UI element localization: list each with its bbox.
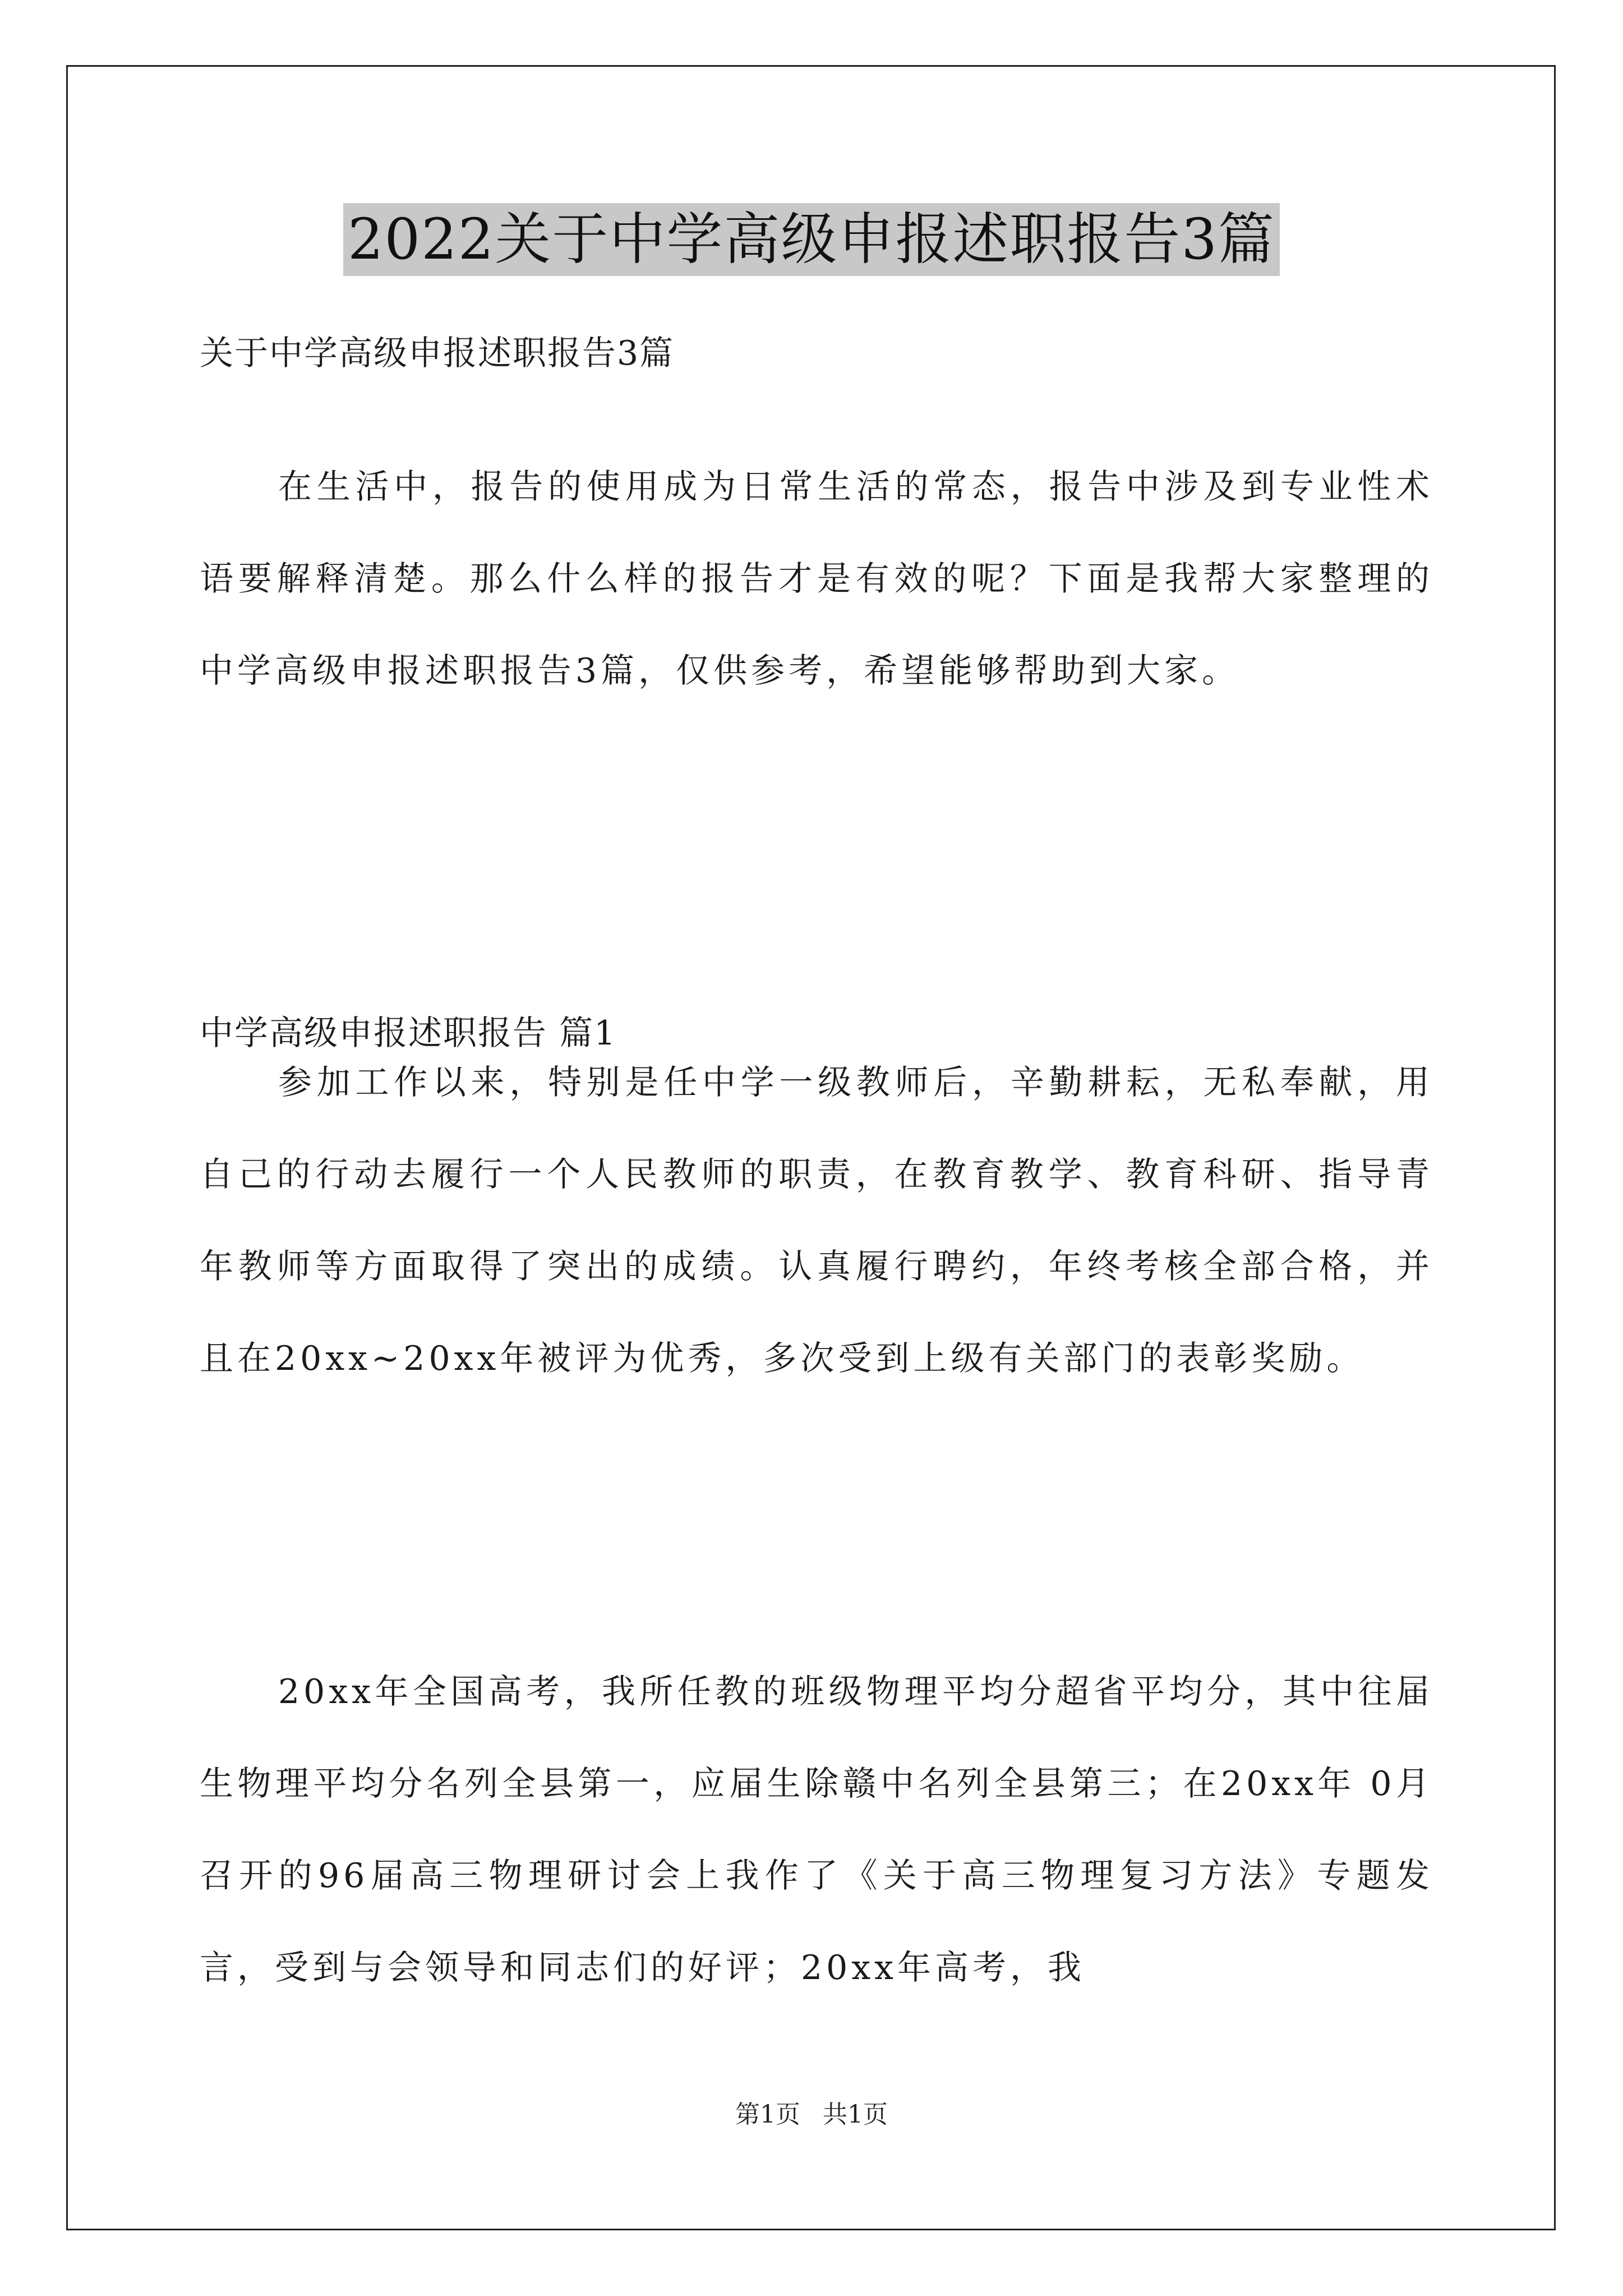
page-footer — [0, 2098, 1623, 2132]
intro-paragraph: 在生活中，报告的使用成为日常生活的常态，报告中涉及到专业性术语要解释清楚。那么什么样的报告才是有效的呢？下面是我帮大家整理的中学高级申报述职报告3篇，仅供参考，希望能够帮助到大家。 — [200, 467, 1433, 691]
body-paragraph-1: 参加工作以来，特别是任中学一级教师后，辛勤耕耘，无私奉献，用自己的行动去履行一个人民教师的职责，在教育教学、教育科研、指导青年教师等方面取得了突出的成绩。认真履行聘约，年终考核全部合格，并且在20xx~20xx年被评为优秀，多次受到上级有关部门的表彰奖励。 — [200, 1063, 1433, 1378]
page-number: 第1页 — [735, 2100, 800, 2129]
section-heading: 中学高级申报述职报告 篇1 — [200, 1014, 617, 1053]
page-total: 共1页 — [823, 2100, 888, 2129]
document-subtitle: 关于中学高级申报述职报告3篇 — [200, 334, 675, 373]
body-paragraph-2: 20xx年全国高考，我所任教的班级物理平均分超省平均分，其中往届生物理平均分名列全县第一，应届生除赣中名列全县第三；在20xx年 0月召开的96届高三物理研讨会上我作了《关于高三物理复习方法》专题发言，受到与会领导和同志们的好评；20xx年高考，我 — [200, 1672, 1433, 1987]
title-container — [0, 203, 1623, 276]
document-title: 2022关于中学高级申报述职报告3篇 — [343, 203, 1280, 276]
